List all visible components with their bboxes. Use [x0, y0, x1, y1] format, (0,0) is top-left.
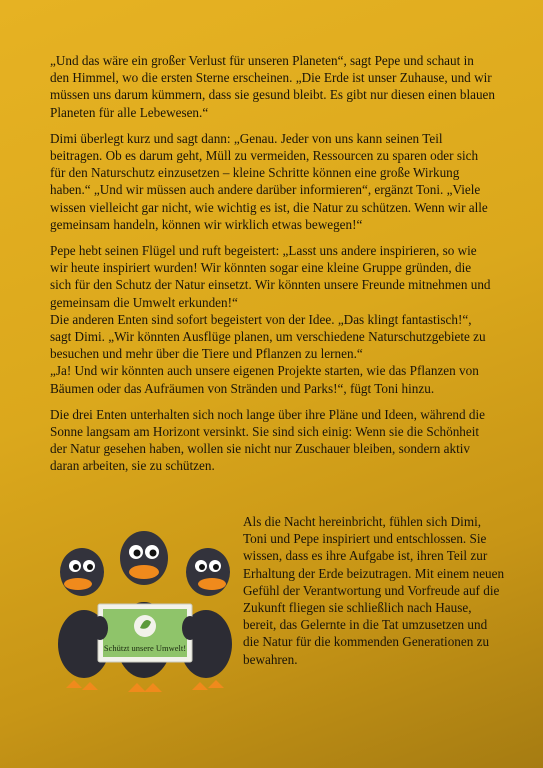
paragraph-7: Als die Nacht hereinbricht, fühlen sich Dimi, Toni und Pepe inspiriert und entschlossen. Sie wissen, dass es ihre Aufgabe ist, ihren Teil zur Erhaltung der Erde beizutragen. Mit einem neuen Gefühl der Verantwortung und Vorfreude auf die Zukunft fliegen sie schließlich nach Hause, bereit, das Gelernte in die Tat umzusetzen und die Natur für die kommenden Generationen zu bewahren. [243, 514, 505, 667]
paragraph-2: Dimi überlegt kurz und sagt dann: „Genau. Jeder von uns kann seinen Teil beitragen. Ob es darum geht, Müll zu vermeiden, Ressourcen zu sparen oder sich für den Naturschutz einzusetzen – kleine Schritte können eine große Wirkung haben.“ „Und wir müssen auch andere darüber informieren“, ergänzt Toni. „Viele wissen vielleicht gar nicht, wie wichtig es ist, die Natur zu schützen. Wenn wir alle gemeinsam handeln, können wir wirklich etwas bewegen!“ [50, 130, 488, 232]
three-ducks-illustration [48, 522, 238, 697]
paragraph-6: Die drei Enten unterhalten sich noch lange über ihre Pläne und Ideen, während die Sonne langsam am Horizont versinkt. Sie sind sich einig: Wenn sie die Schönheit der Natur gesehen haben, wollen sie nicht nur Zuschauer bleiben, sondern aktiv daran arbeiten, sie zu schützen. [50, 406, 486, 474]
paragraph-3: Pepe hebt seinen Flügel und ruft begeistert: „Lasst uns andere inspirieren, so wie wir heute inspiriert wurden! Wir könnten sogar eine kleine Gruppe gründen, die sich für den Schutz der Natur einsetzt. Wir könnten unsere Freunde mitnehmen und gemeinsam die Umwelt erkunden!“ [50, 243, 491, 310]
paragraph-4: Die anderen Enten sind sofort begeistert von der Idee. „Das klingt fantastisch!“, sagt Dimi. „Wir könnten Ausflüge planen, um verschiedene Naturschutzgebiete zu besuchen und mehr über die Tiere und Pflanzen zu lernen.“ [50, 311, 486, 362]
paragraph-1: „Und das wäre ein großer Verlust für unseren Planeten“, sagt Pepe und schaut in den Himmel, wo die ersten Sterne erscheinen. „Die Erde ist unser Zuhause, und wir müssen uns darum kümmern, dass sie gesund bleibt. Es gibt nur diesen einen blauen Planeten für alle Lebewesen.“ [50, 53, 496, 120]
sign-board [98, 604, 192, 662]
paragraph-5: „Ja! Und wir könnten auch unsere eigenen Projekte starten, wie das Pflanzen von Bäumen oder das Aufräumen von Stränden und Parks!“, fügt Toni hinzu. [50, 363, 479, 396]
ducks-holding-sign-image [48, 522, 238, 697]
story-text [50, 52, 495, 484]
sign-label: Schützt unsere Umwelt! [103, 643, 187, 653]
